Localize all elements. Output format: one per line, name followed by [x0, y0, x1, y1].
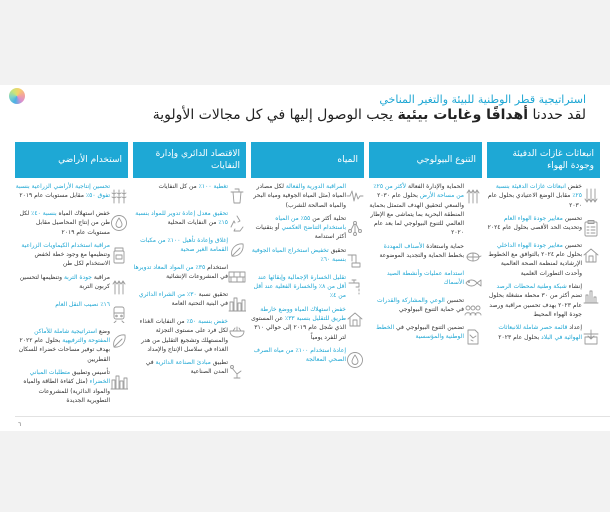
turtle-icon: [464, 247, 482, 265]
goal-text-part: تحسين: [562, 214, 582, 222]
goal-highlight: استدامة عمليات وأنشطة الصيد الأسماك: [386, 269, 464, 287]
goal-item: [15, 182, 128, 205]
goal-text: [133, 209, 228, 228]
goal-text-part: (مثل كفاءة الطاقة والمياه والمواد الدائرية) للمشروعات التطويرية الجديدة: [23, 378, 110, 404]
goal-text-part: بحلول عام ٢٠٢٤ بالتوافق مع الخطوط الإرشادية لمنظمة الصحة العالمية وأحدث التطورات العلمية: [488, 251, 582, 277]
goal-text-part: من كل النفايات: [158, 183, 199, 190]
molecule-icon: [346, 219, 364, 237]
goal-text-part: مراقبة: [92, 273, 110, 281]
goal-text-part: بحلول عام ٢٠٢٣: [498, 333, 542, 341]
column-header: الاقتصاد الدائري وإدارة النفايات: [133, 142, 246, 178]
pipe-icon: [346, 251, 364, 269]
goal-item: [15, 241, 128, 269]
goal-text: [133, 263, 228, 282]
goal-item: [369, 242, 482, 265]
goal-highlight: ١٦٪ نصيب النقل العام: [55, 300, 110, 308]
goal-text: [251, 182, 346, 210]
logo-icon: [9, 88, 25, 104]
goal-text: [251, 273, 346, 301]
goal-item: [15, 273, 128, 296]
goal-text-part: في حماية التنوع البيولوجي: [398, 306, 464, 314]
goal-highlight: إغلاق وإعادة تأهيل ١٠٠٪ من مكبات القمامة الغير صحية: [140, 237, 228, 254]
goal-text-part: لكل مصادر المياه (مثل المياه الجوفية ومياه البحر والمياه الصالحة للشرب): [253, 183, 346, 209]
goal-text-part: إعداد: [567, 324, 582, 332]
goal-text: [15, 327, 110, 364]
goal-highlight: تخفيض استخراج المياه الجوفية بنسبة ٦٠٪: [251, 246, 346, 264]
goal-item: [487, 182, 600, 210]
title-bold: أهدافًا وغايات بيئية: [397, 107, 528, 123]
goal-highlight: خفض بنسبة ٥٠٪: [186, 318, 228, 325]
recycle-icon: [228, 214, 246, 232]
goal-text: [251, 214, 346, 242]
goal-text-part: وتحديث الحد الأقصى بحلول عام ٢٠٢٤: [487, 224, 582, 232]
goal-text-part: عن المستوى الذي سُجل عام ٢٠١٩ إلى حوالي ٣١٠ لتر للفرد يومياً: [251, 314, 346, 341]
goal-text-part: بحلول عام ٢٠٢٢ بهدف توفير مساحات خضراء للسكان القطريين: [18, 337, 110, 363]
goal-highlight: ٣٥٪ من المواد المعاد تدويرها: [133, 264, 206, 271]
goal-item: [487, 323, 600, 346]
priority-columns: [15, 142, 600, 405]
goal-item: [15, 368, 128, 405]
goal-text: [369, 323, 464, 342]
goal-text-part: استخدام: [205, 264, 228, 271]
goal-text-part: بخطط الحماية والتجديد الموضوعة: [379, 252, 464, 260]
goal-text-part: في المدن الصناعية: [145, 359, 228, 376]
goal-highlight: تقليل الخسارة الإجمالية وإبقائها عند أقل من ٨٪ والخسارة الفعلية عند أقل من ٤٪: [253, 273, 346, 300]
leaf-icon: [228, 241, 246, 259]
goal-text: [133, 182, 228, 191]
goal-text: [369, 182, 464, 238]
buildings-icon: [228, 295, 246, 313]
goal-text-part: تحقيق نسبة: [196, 291, 228, 298]
leaf-icon: [110, 332, 128, 350]
goal-highlight: إعادة استخدام ١٠٠٪ من مياه الصرف الصحي المعالجة: [253, 346, 346, 364]
up-arrows-icon: [110, 278, 128, 296]
page-number: ٦: [18, 421, 22, 428]
goal-text: [15, 300, 110, 309]
goal-text: [15, 368, 110, 405]
water-drop-icon: [346, 351, 364, 369]
goal-highlight: معايير جودة الهواء الداخلي: [496, 241, 563, 249]
goal-highlight: شبكة وطنية لمحطات الرصد: [496, 283, 567, 291]
title-pre: لقد حددنا: [528, 107, 586, 123]
goal-item: [251, 305, 364, 342]
goal-text: [15, 182, 110, 201]
buildings-icon: [110, 373, 128, 391]
goal-text: [487, 282, 582, 319]
goal-highlight: تحسين إنتاجية الأراضي الزراعية بنسبة تفوق ٥٠٪: [15, 183, 110, 200]
goal-highlight: الوعي والمشاركة والقدرات: [377, 296, 445, 304]
goal-text: [369, 296, 464, 315]
goal-text-part: تحسين: [562, 241, 582, 249]
down-arrows-icon: [582, 187, 600, 205]
goal-text-part: خفض استهلاك المياه: [56, 210, 110, 217]
goal-text-part: تأسيس وتطبيق: [70, 368, 110, 376]
goal-text-part: مقابل الوضع الاعتيادي بحلول عام ٢٠٣٠: [488, 192, 582, 209]
goal-text: [251, 346, 346, 365]
water-drop-icon: [110, 214, 128, 232]
robot-arm-icon: [228, 363, 246, 381]
bin-icon: [228, 187, 246, 205]
goal-highlight: متطلبات المباني الخضراء: [29, 368, 110, 386]
bar-chart-icon: [582, 287, 600, 305]
slide: [0, 85, 610, 431]
goal-item: [487, 241, 600, 278]
goal-text-part: وضع: [96, 327, 110, 335]
goal-text: [251, 305, 346, 342]
goal-item: [369, 269, 482, 292]
up-arrows-icon: [464, 187, 482, 205]
goal-text-part: تحلية أكثر من: [310, 214, 346, 222]
house-icon: [582, 246, 600, 264]
goal-text-part: تضمين التنوع البيولوجي في: [394, 323, 464, 331]
goal-text: [15, 209, 110, 237]
waveform-icon: [346, 187, 364, 205]
goal-highlight: جودة التربة: [63, 273, 92, 281]
goal-item: [133, 358, 246, 381]
goal-item: [133, 209, 246, 232]
goal-item: [133, 236, 246, 259]
goal-item: [15, 327, 128, 364]
priority-column: [133, 142, 246, 405]
goal-highlight: خفض استهلاك المياه ووضع خارطة طريق للتقليل بنسبة ٣٣٪: [260, 305, 346, 322]
goal-text-part: في المشروعات الإنشائية: [166, 273, 228, 281]
goal-item: [15, 300, 128, 323]
goal-text: [15, 241, 110, 269]
column-header: انبعاثات غازات الدفيئة وجودة الهواء: [487, 142, 600, 178]
people-icon: [464, 301, 482, 319]
priority-column: [15, 142, 128, 405]
priority-column: [487, 142, 600, 405]
goal-text: [133, 317, 228, 354]
goal-text-part: لكل طن من إنتاج المحاصيل مقابل مستويات عام ٢٠١٩: [19, 210, 110, 236]
food-icon: [228, 322, 246, 340]
bricks-icon: [228, 268, 246, 286]
goal-highlight: مراقبة استخدام الكيماويات الزراعية: [21, 241, 110, 249]
goal-text-part: حماية واستعادة: [424, 242, 464, 250]
goal-text-part: بحلول عام ٢٠٣٠ والسعي لتحقيق الهدف المتمثل بحماية المنطقة البحرية بما يتماشى مع الإطار العالمي للتنوع البيولوجي لما بعد عام ٢٠٢٠: [369, 192, 464, 237]
goal-text-part: تطبيق: [210, 359, 228, 367]
goal-text: [487, 214, 582, 233]
goal-text: [133, 236, 228, 255]
fish-icon: [464, 274, 482, 292]
goal-highlight: معايير جودة الهواء العام: [503, 214, 563, 222]
goal-highlight: استراتيجية شاملة للأماكن المفتوحة والترفيهية: [34, 327, 110, 345]
goal-item: [15, 209, 128, 237]
column-header: التنوع البيولوجي: [369, 142, 482, 178]
document-icon: [464, 328, 482, 346]
goal-text-part: من النفايات الغذاء لكل فرد على مستوى التجزئة والمستهلك وتشجيع التقليل من هدر الغذاء في سلاسل الإنتاج والإمداد: [139, 318, 228, 353]
goal-item: [133, 290, 246, 313]
goal-highlight: ٥٥٪ من المياه باستخدام التناضح العكسي: [275, 214, 346, 232]
page-title: [153, 107, 586, 123]
goal-text-part: تحقيق: [328, 246, 346, 254]
goal-highlight: انبعاثات غازات الدفيئة بنسبة ٢٥٪: [495, 183, 582, 200]
goal-item: [369, 296, 482, 319]
goal-text-part: من النفايات المحلية: [167, 219, 219, 227]
priority-column: [251, 142, 364, 405]
goal-text: [369, 269, 464, 288]
goal-text: [487, 241, 582, 278]
goal-item: [369, 182, 482, 238]
goal-text-part: أو بتقنيات أكثر استدامة: [255, 224, 346, 241]
column-header: استخدام الأراضي: [15, 142, 128, 178]
goal-text: [133, 290, 228, 309]
goal-text: [251, 246, 346, 265]
inventory-icon: [582, 328, 600, 346]
goal-highlight: تحقيق معدل إعادة تدوير للمواد بنسبة ١٥٪: [135, 210, 228, 227]
goal-item: [369, 323, 482, 346]
goal-item: [487, 214, 600, 237]
goal-highlight: الأصناف المهددة: [383, 242, 425, 250]
footer-divider: [15, 416, 610, 417]
priority-column: [369, 142, 482, 405]
goal-item: [251, 246, 364, 269]
goal-item: [133, 263, 246, 286]
goal-text: [487, 323, 582, 342]
goal-item: [251, 182, 364, 210]
goal-highlight: المراقبة الدورية والفعالة: [285, 183, 346, 190]
goal-item: [487, 282, 600, 319]
title-post: يجب الوصول إليها في كل مجالات الأولوية: [152, 107, 398, 123]
goal-text-part: إنشاء: [566, 283, 582, 291]
goal-text-part: وتنظيمها لتحسين كربون التربة: [19, 273, 110, 291]
goal-text: [369, 242, 464, 261]
goal-text-part: وتنظيمها مع وجود خطة لخفض الاستخدام لكل طن: [34, 251, 110, 268]
document-supertitle: استراتيجية قطر الوطنية للبيئة والتغير المناخي: [379, 93, 586, 106]
goal-item: [251, 214, 364, 242]
goal-text: [133, 358, 228, 377]
crops-icon: [110, 187, 128, 205]
goal-highlight: بنسبة ٤٠٪: [31, 210, 57, 217]
train-icon: [110, 305, 128, 323]
goal-highlight: مبادئ الصناعة الدائرية: [155, 359, 211, 367]
jar-icon: [110, 246, 128, 264]
goal-highlight: تغطية ١٠٠٪: [198, 183, 228, 190]
goal-text-part: تضم أكثر من ٣٠ محطة مشغلة بحلول عام ٢٠٢٣ بهدف تحسين مراقبة ورصد جودة الهواء المحيط: [488, 292, 582, 318]
goal-text-part: في البنية التحتية العامة: [171, 300, 228, 308]
goal-text-part: مقابل مستويات عام ٢٠١٩: [19, 192, 86, 200]
goal-text-part: الحماية والإدارة الفعالة: [406, 183, 464, 190]
column-header: المياه: [251, 142, 364, 178]
goal-text: [15, 273, 110, 292]
goal-item: [133, 182, 246, 205]
clipboard-icon: [582, 219, 600, 237]
goal-highlight: الخطط الوطنية والمؤسسية: [376, 323, 464, 341]
goal-highlight: ٣٠٪ من الشراء الدائري: [138, 291, 197, 298]
goal-item: [251, 273, 364, 301]
goal-text: [487, 182, 582, 210]
tap-icon: [346, 278, 364, 296]
goal-highlight: لأكثر من ٢٥٪ من مساحة الأرض: [373, 183, 464, 200]
goal-text-part: تحسين: [444, 296, 464, 304]
goal-text-part: خفض: [565, 183, 582, 190]
goal-item: [133, 317, 246, 354]
house-icon: [346, 310, 364, 328]
goal-highlight: قائمة حصر شاملة للانبعاثات الهوائية في البلاد: [498, 324, 582, 341]
goal-item: [251, 346, 364, 369]
